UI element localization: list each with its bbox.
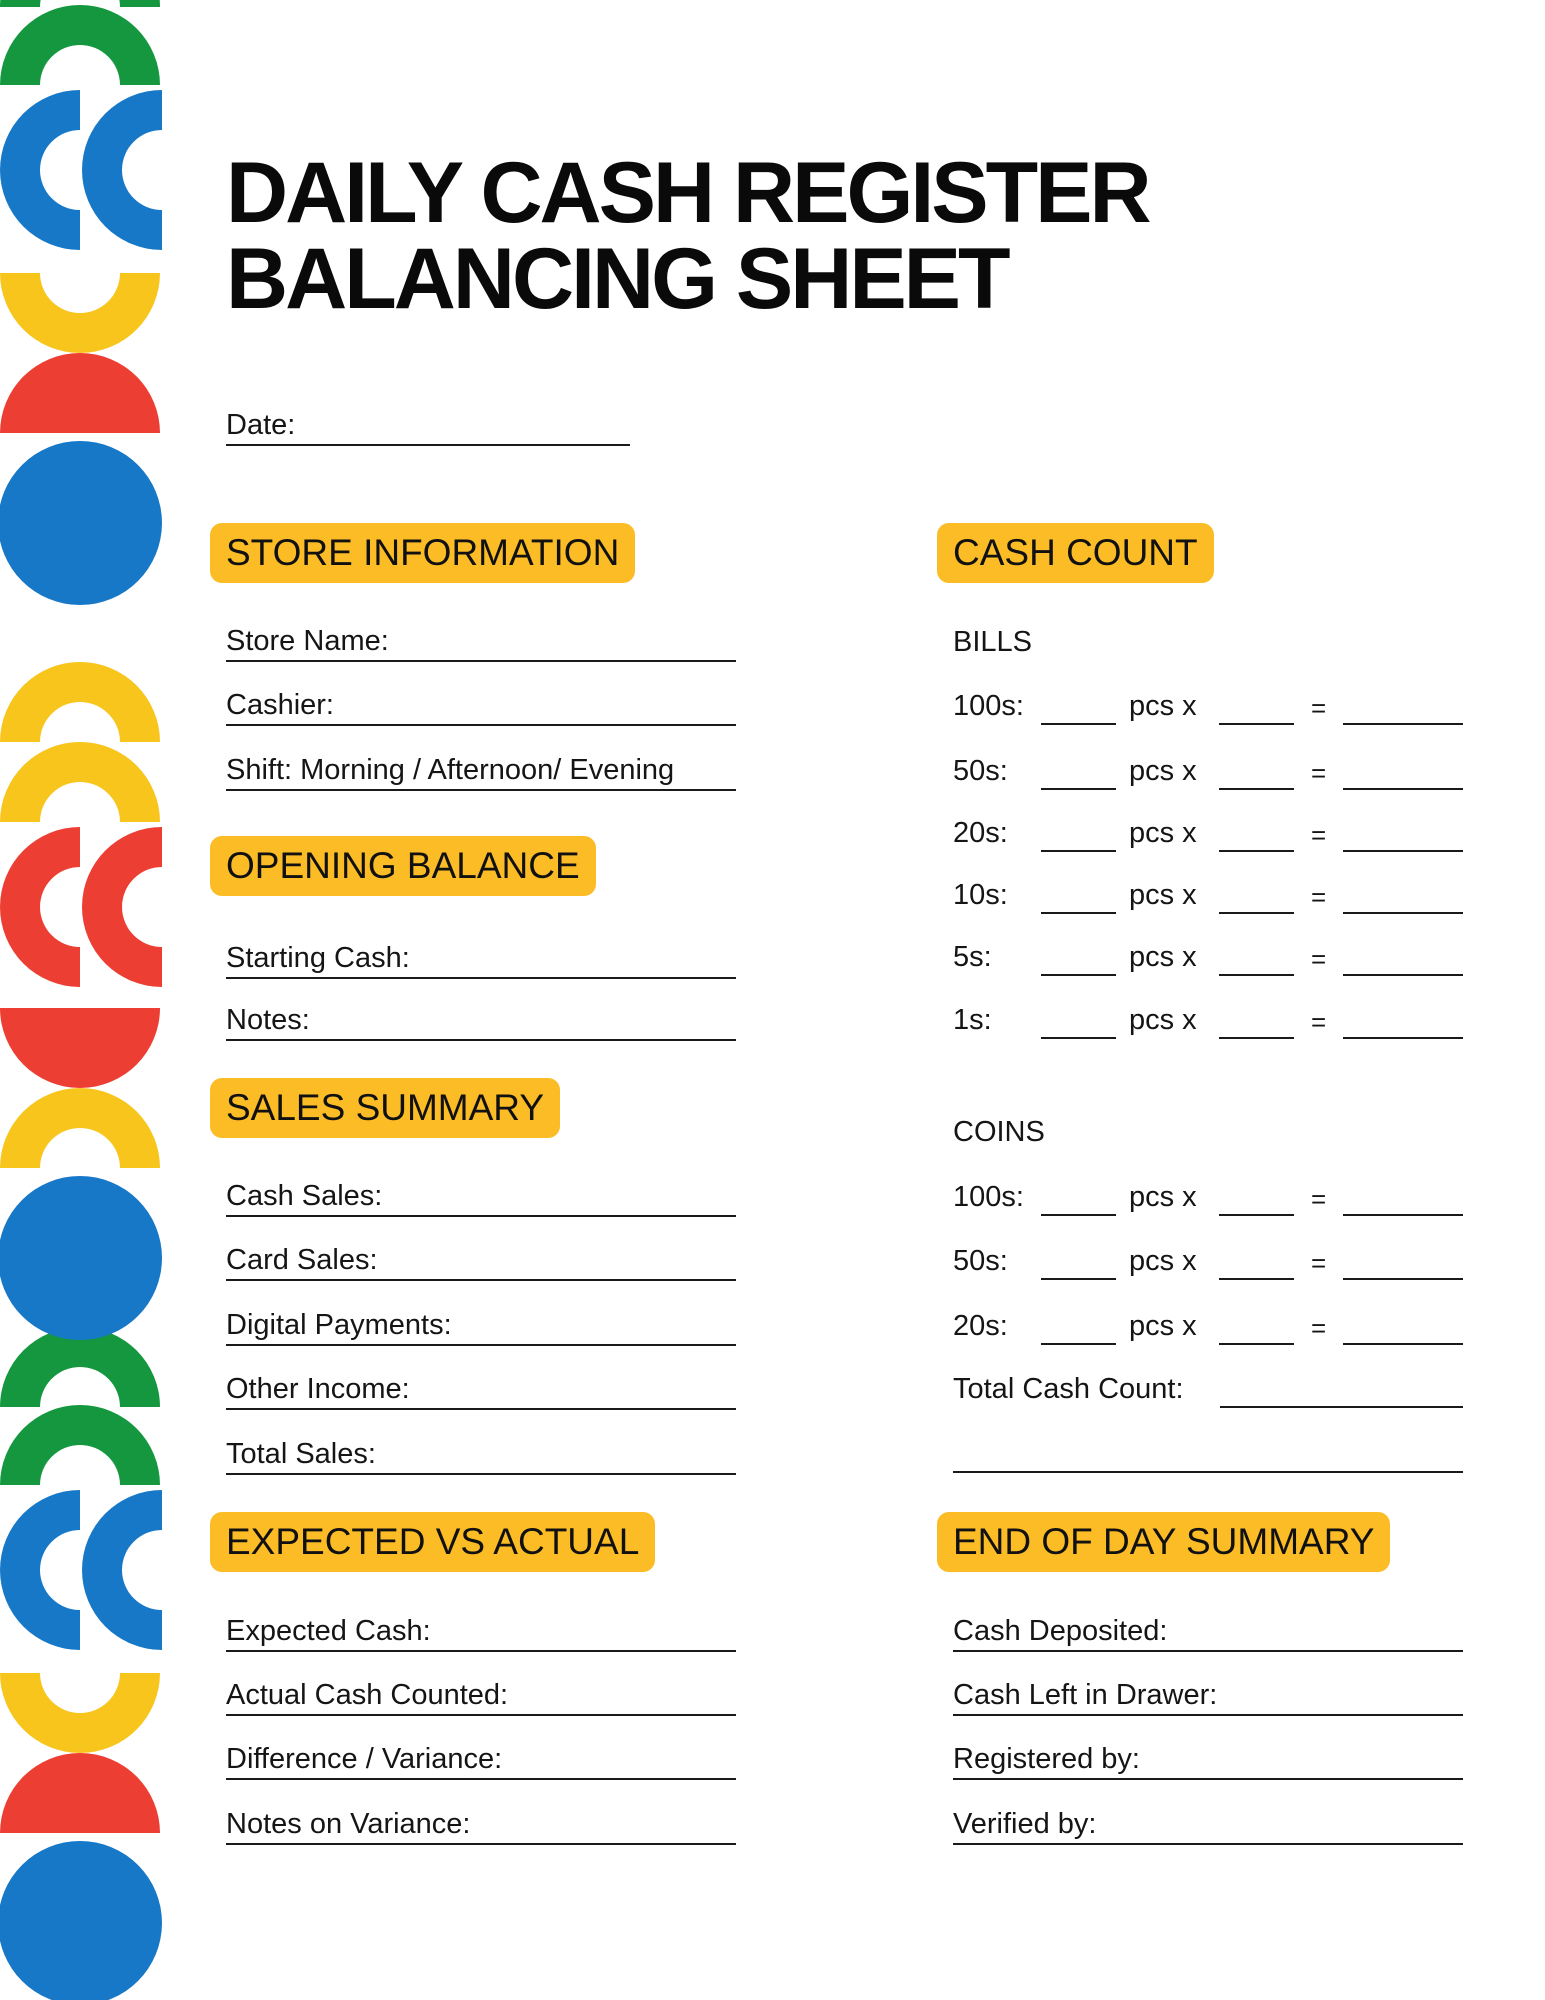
amount-input[interactable] xyxy=(1343,1278,1463,1280)
extra-blank-line[interactable] xyxy=(953,1471,1463,1473)
denomination-label: 5s: xyxy=(953,941,992,973)
half-circle-shape xyxy=(0,1008,160,1088)
title-line-2: BALANCING SHEET xyxy=(226,231,1008,327)
circle-shape xyxy=(0,1841,162,2000)
multiplier-input[interactable] xyxy=(1219,1343,1294,1345)
pieces-input[interactable] xyxy=(1041,1343,1116,1345)
difference-variance-field[interactable]: Difference / Variance: xyxy=(226,1744,736,1780)
half-circle-shape xyxy=(0,353,160,433)
multiplier-input[interactable] xyxy=(1219,723,1294,725)
pcs-label: pcs x xyxy=(1129,817,1197,849)
amount-input[interactable] xyxy=(1343,974,1463,976)
c-shape xyxy=(82,90,162,250)
denomination-label: 100s: xyxy=(953,690,1024,722)
section-heading-store-information: STORE INFORMATION xyxy=(210,523,635,583)
actual-cash-counted-field[interactable]: Actual Cash Counted: xyxy=(226,1680,736,1716)
bill-row-100s xyxy=(953,689,1463,729)
amount-input[interactable] xyxy=(1343,912,1463,914)
denomination-label: 20s: xyxy=(953,817,1008,849)
section-heading-expected-vs-actual: EXPECTED VS ACTUAL xyxy=(210,1512,655,1572)
multiplier-input[interactable] xyxy=(1219,850,1294,852)
half-circle-shape xyxy=(0,1753,160,1833)
multiplier-input[interactable] xyxy=(1219,788,1294,790)
denomination-label: 50s: xyxy=(953,755,1008,787)
equals-sign: = xyxy=(1311,1184,1327,1214)
coin-row-100s xyxy=(953,1180,1463,1220)
expected-cash-field[interactable]: Expected Cash: xyxy=(226,1616,736,1652)
bill-row-10s xyxy=(953,878,1463,918)
bill-row-1s xyxy=(953,1003,1463,1043)
arch-shape xyxy=(0,1405,160,1485)
pcs-label: pcs x xyxy=(1129,1181,1197,1213)
pcs-label: pcs x xyxy=(1129,690,1197,722)
c-shape xyxy=(82,1490,162,1650)
multiplier-input[interactable] xyxy=(1219,974,1294,976)
digital-payments-field[interactable]: Digital Payments: xyxy=(226,1310,736,1346)
equals-sign: = xyxy=(1311,693,1327,723)
total-cash-count-label: Total Cash Count: xyxy=(953,1373,1184,1405)
equals-sign: = xyxy=(1311,820,1327,850)
arch-shape xyxy=(0,742,160,822)
multiplier-input[interactable] xyxy=(1219,1278,1294,1280)
pieces-input[interactable] xyxy=(1041,723,1116,725)
arch-shape xyxy=(0,1088,160,1168)
c-shape xyxy=(0,1490,80,1650)
decorative-shapes-border xyxy=(0,0,165,2000)
amount-input[interactable] xyxy=(1343,1343,1463,1345)
page-title xyxy=(226,145,1149,327)
equals-sign: = xyxy=(1311,1248,1327,1278)
pcs-label: pcs x xyxy=(1129,1310,1197,1342)
arch-shape xyxy=(0,1673,160,1753)
coin-row-20s xyxy=(953,1309,1463,1349)
card-sales-field[interactable]: Card Sales: xyxy=(226,1245,736,1281)
cash-deposited-field[interactable]: Cash Deposited: xyxy=(953,1616,1463,1652)
other-income-field[interactable]: Other Income: xyxy=(226,1374,736,1410)
pcs-label: pcs x xyxy=(1129,1245,1197,1277)
denomination-label: 1s: xyxy=(953,1004,992,1036)
amount-input[interactable] xyxy=(1343,850,1463,852)
multiplier-input[interactable] xyxy=(1219,1214,1294,1216)
coins-label: COINS xyxy=(953,1116,1045,1148)
denomination-label: 50s: xyxy=(953,1245,1008,1277)
shift-field[interactable]: Shift: Morning / Afternoon/ Evening xyxy=(226,755,736,791)
equals-sign: = xyxy=(1311,944,1327,974)
starting-cash-field[interactable]: Starting Cash: xyxy=(226,943,736,979)
amount-input[interactable] xyxy=(1343,723,1463,725)
arch-shape xyxy=(0,273,160,353)
cash-sales-field[interactable]: Cash Sales: xyxy=(226,1181,736,1217)
pcs-label: pcs x xyxy=(1129,755,1197,787)
cashier-field[interactable]: Cashier: xyxy=(226,690,736,726)
equals-sign: = xyxy=(1311,882,1327,912)
registered-by-field[interactable]: Registered by: xyxy=(953,1744,1463,1780)
pieces-input[interactable] xyxy=(1041,850,1116,852)
title-line-1: DAILY CASH REGISTER xyxy=(226,145,1149,241)
total-cash-count-input[interactable] xyxy=(1220,1406,1463,1408)
pcs-label: pcs x xyxy=(1129,879,1197,911)
bill-row-20s xyxy=(953,816,1463,856)
bill-row-50s xyxy=(953,754,1463,794)
pieces-input[interactable] xyxy=(1041,1278,1116,1280)
store-name-field[interactable]: Store Name: xyxy=(226,626,736,662)
section-heading-end-of-day-summary: END OF DAY SUMMARY xyxy=(937,1512,1390,1572)
denomination-label: 100s: xyxy=(953,1181,1024,1213)
bill-row-5s xyxy=(953,940,1463,980)
pieces-input[interactable] xyxy=(1041,788,1116,790)
section-heading-sales-summary: SALES SUMMARY xyxy=(210,1078,560,1138)
amount-input[interactable] xyxy=(1343,788,1463,790)
coin-row-50s xyxy=(953,1244,1463,1284)
total-sales-field[interactable]: Total Sales: xyxy=(226,1439,736,1475)
equals-sign: = xyxy=(1311,1007,1327,1037)
equals-sign: = xyxy=(1311,758,1327,788)
arch-shape xyxy=(0,662,160,742)
pieces-input[interactable] xyxy=(1041,912,1116,914)
pcs-label: pcs x xyxy=(1129,1004,1197,1036)
amount-input[interactable] xyxy=(1343,1214,1463,1216)
notes-on-variance-field[interactable]: Notes on Variance: xyxy=(226,1809,736,1845)
cash-left-in-drawer-field[interactable]: Cash Left in Drawer: xyxy=(953,1680,1463,1716)
denomination-label: 20s: xyxy=(953,1310,1008,1342)
verified-by-field[interactable]: Verified by: xyxy=(953,1809,1463,1845)
pieces-input[interactable] xyxy=(1041,1214,1116,1216)
section-heading-opening-balance: OPENING BALANCE xyxy=(210,836,596,896)
amount-input[interactable] xyxy=(1343,1037,1463,1039)
multiplier-input[interactable] xyxy=(1219,1037,1294,1039)
c-shape xyxy=(82,827,162,987)
c-shape xyxy=(0,827,80,987)
pcs-label: pcs x xyxy=(1129,941,1197,973)
circle-shape xyxy=(0,441,162,605)
circle-shape xyxy=(0,1176,162,1340)
date-field[interactable]: Date: xyxy=(226,410,630,446)
opening-notes-field[interactable]: Notes: xyxy=(226,1005,736,1041)
equals-sign: = xyxy=(1311,1313,1327,1343)
denomination-label: 10s: xyxy=(953,879,1008,911)
c-shape xyxy=(0,90,80,250)
multiplier-input[interactable] xyxy=(1219,912,1294,914)
arch-shape xyxy=(0,5,160,85)
bills-label: BILLS xyxy=(953,626,1032,658)
section-heading-cash-count: CASH COUNT xyxy=(937,523,1214,583)
pieces-input[interactable] xyxy=(1041,1037,1116,1039)
pieces-input[interactable] xyxy=(1041,974,1116,976)
